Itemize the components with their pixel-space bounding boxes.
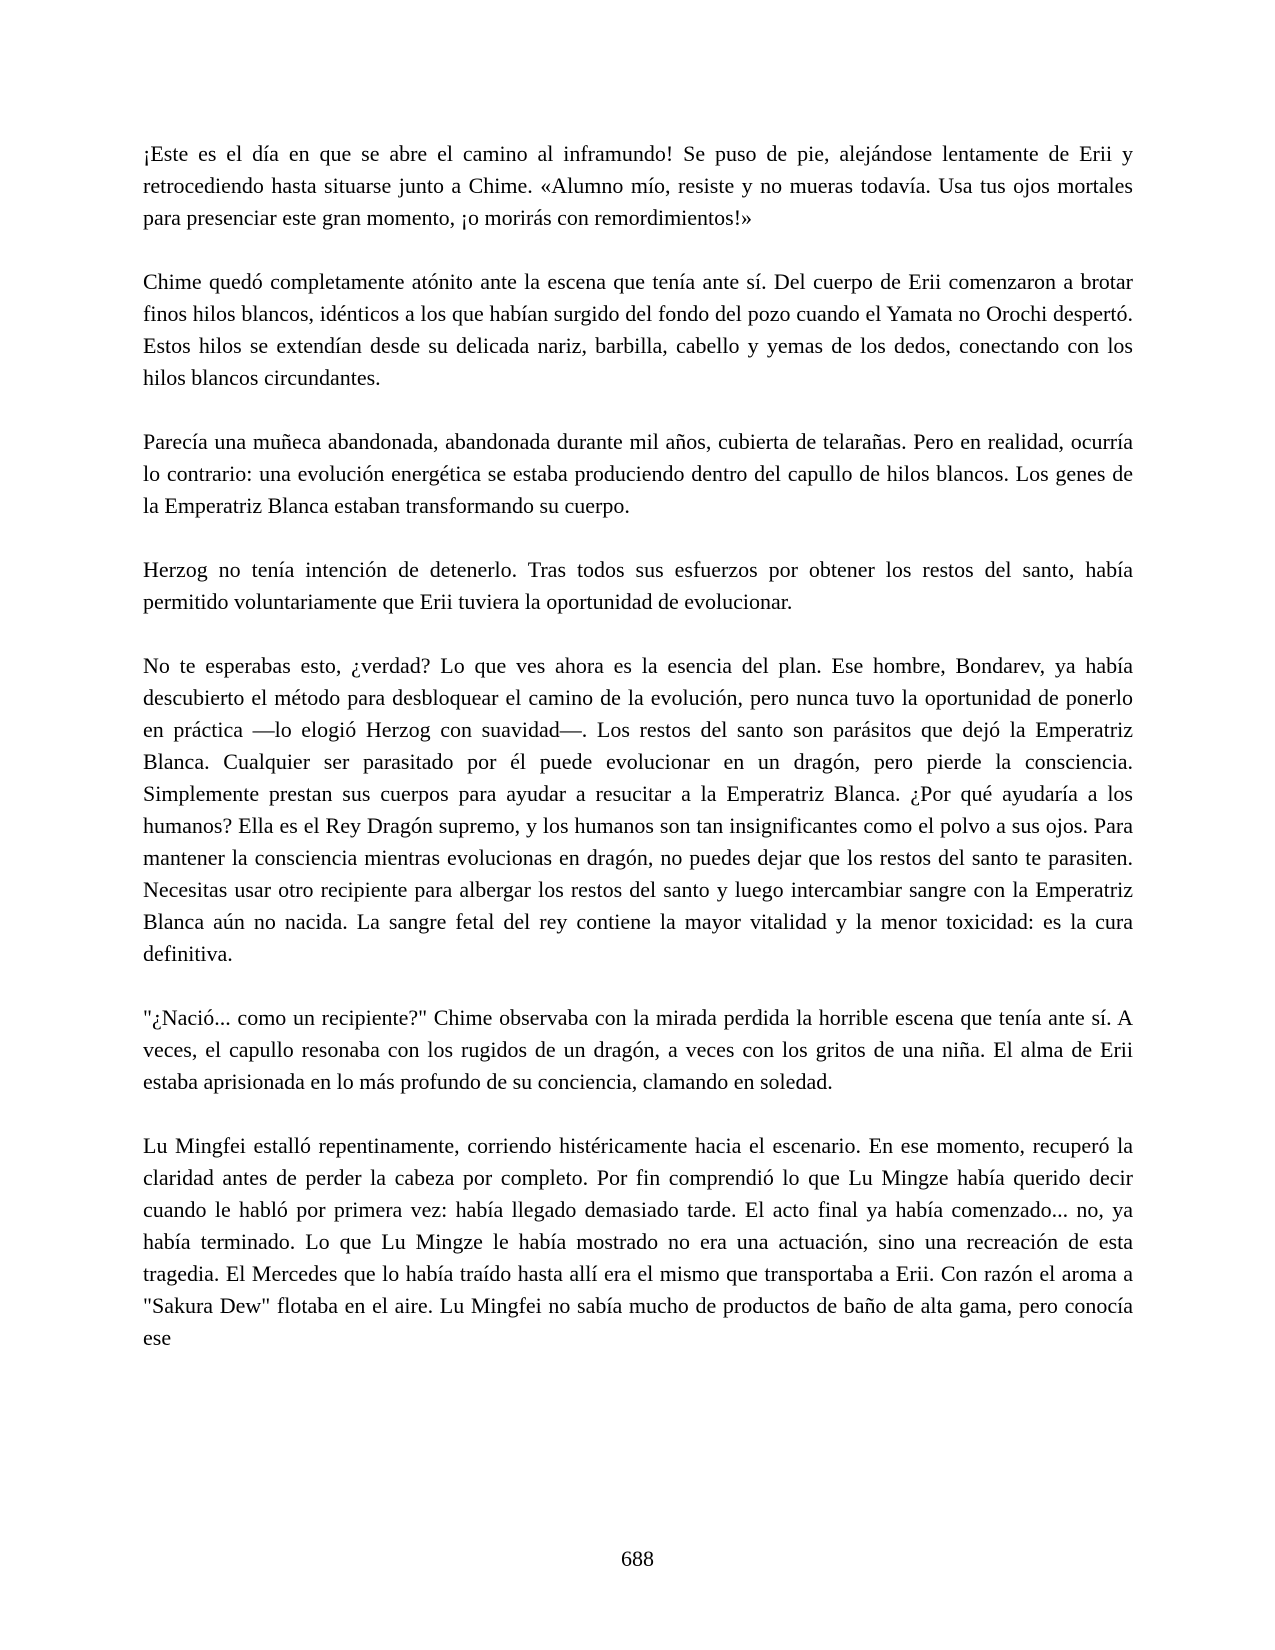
text-content xyxy=(143,138,1133,1386)
paragraph: No te esperabas esto, ¿verdad? Lo que ves ahora es la esencia del plan. Ese hombre, Bondarev, ya había descubierto el método para desbloquear el camino de la evolución, pero nunca tuvo la oportunidad de ponerlo en práctica —lo elogió Herzog con suavidad—. Los restos del santo son parásitos que dejó la Emperatriz Blanca. Cualquier ser parasitado por él puede evolucionar en un dragón, pero pierde la consciencia. Simplemente prestan sus cuerpos para ayudar a resucitar a la Emperatriz Blanca. ¿Por qué ayudaría a los humanos? Ella es el Rey Dragón supremo, y los humanos son tan insignificantes como el polvo a sus ojos. Para mantener la consciencia mientras evolucionas en dragón, no puedes dejar que los restos del santo te parasiten. Necesitas usar otro recipiente para albergar los restos del santo y luego intercambiar sangre con la Emperatriz Blanca aún no nacida. La sangre fetal del rey contiene la mayor vitalidad y la menor toxicidad: es la cura definitiva. xyxy=(143,653,1133,966)
paragraph: ¡Este es el día en que se abre el camino al inframundo! Se puso de pie, alejándose lentamente de Erii y retrocediendo hasta situarse junto a Chime. «Alumno mío, resiste y no mueras todavía. Usa tus ojos mortales para presenciar este gran momento, ¡o morirás con remordimientos!» xyxy=(143,141,1133,230)
paragraph: Herzog no tenía intención de detenerlo. Tras todos sus esfuerzos por obtener los restos del santo, había permitido voluntariamente que Erii tuviera la oportunidad de evolucionar. xyxy=(143,557,1133,614)
page-number: 688 xyxy=(621,1546,654,1571)
paragraph: "¿Nació... como un recipiente?" Chime observaba con la mirada perdida la horrible escena que tenía ante sí. A veces, el capullo resonaba con los rugidos de un dragón, a veces con los gritos de una niña. El alma de Erii estaba aprisionada en lo más profundo de su conciencia, clamando en soledad. xyxy=(143,1005,1133,1094)
paragraph: Lu Mingfei estalló repentinamente, corriendo histéricamente hacia el escenario. En ese momento, recuperó la claridad antes de perder la cabeza por completo. Por fin comprendió lo que Lu Mingze había querido decir cuando le habló por primera vez: había llegado demasiado tarde. El acto final ya había comenzado... no, ya había terminado. Lo que Lu Mingze le había mostrado no era una actuación, sino una recreación de esta tragedia. El Mercedes que lo había traído hasta allí era el mismo que transportaba a Erii. Con razón el aroma a "Sakura Dew" flotaba en el aire. Lu Mingfei no sabía mucho de productos de baño de alta gama, pero conocía ese xyxy=(143,1133,1133,1350)
paragraph: Chime quedó completamente atónito ante la escena que tenía ante sí. Del cuerpo de Erii comenzaron a brotar finos hilos blancos, idénticos a los que habían surgido del fondo del pozo cuando el Yamata no Orochi despertó. Estos hilos se extendían desde su delicada nariz, barbilla, cabello y yemas de los dedos, conectando con los hilos blancos circundantes. xyxy=(143,269,1133,390)
paragraph: Parecía una muñeca abandonada, abandonada durante mil años, cubierta de telarañas. Pero en realidad, ocurría lo contrario: una evolución energética se estaba produciendo dentro del capullo de hilos blancos. Los genes de la Emperatriz Blanca estaban transformando su cuerpo. xyxy=(143,429,1133,518)
